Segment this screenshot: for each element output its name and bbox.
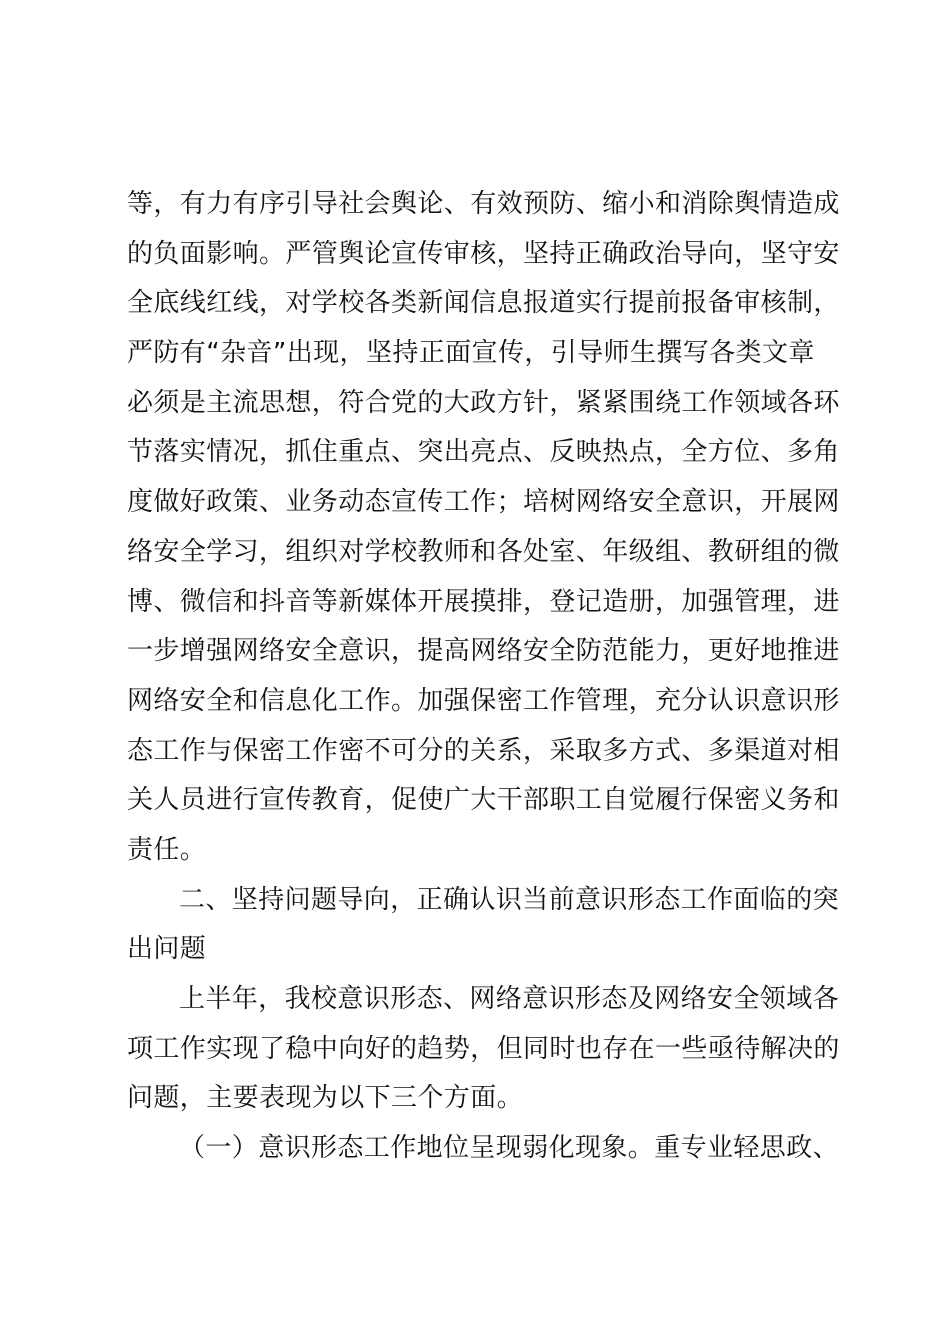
heading-line: 出问题: [127, 934, 207, 965]
heading-line: 二、坚持问题导向，正确认识当前意识形态工作面临的突: [179, 884, 840, 915]
paragraph-continuation: [127, 180, 840, 876]
text-line: （一）意识形态工作地位呈现弱化现象。重专业轻思政、: [179, 1133, 840, 1164]
text-line: 网络安全和信息化工作。加强保密工作管理，充分认识意识形: [127, 685, 840, 716]
text-line: 问题，主要表现为以下三个方面。: [127, 1083, 524, 1114]
text-line: 上半年，我校意识形态、网络意识形态及网络安全领域各: [179, 984, 840, 1014]
text-line: 节落实情况，抓住重点、突出亮点、反映热点，全方位、多角: [127, 437, 840, 468]
text-line: 严防有“杂音”出现，坚持正面宣传，引导师生撰写各类文章: [127, 338, 815, 369]
text-line: 必须是主流思想，符合党的大政方针，紧紧围绕工作领域各环: [127, 387, 840, 418]
text-line: 态工作与保密工作密不可分的关系，采取多方式、多渠道对相: [127, 735, 840, 766]
text-line: 的负面影响。严管舆论宣传审核，坚持正确政治导向，坚守安: [127, 238, 840, 269]
text-line: 全底线红线，对学校各类新闻信息报道实行提前报备审核制，: [127, 288, 840, 319]
text-line: 等，有力有序引导社会舆论、有效预防、缩小和消除舆情造成: [127, 189, 840, 219]
text-line: 络安全学习，组织对学校教师和各处室、年级组、教研组的微: [127, 536, 840, 567]
paragraph-first-half-year: [127, 975, 840, 1124]
text-line: 项工作实现了稳中向好的趋势，但同时也存在一些亟待解决的: [127, 1033, 840, 1064]
section-heading-two: [127, 876, 840, 975]
text-line: 博、微信和抖音等新媒体开展摸排，登记造册，加强管理，进: [127, 586, 840, 617]
text-line: 关人员进行宣传教育，促使广大干部职工自觉履行保密义务和: [127, 785, 840, 816]
text-line: 责任。: [127, 834, 207, 865]
text-line: 度做好政策、业务动态宣传工作；培树网络安全意识，开展网: [127, 487, 840, 518]
body-text: [127, 180, 840, 1174]
paragraph-point-one: [127, 1124, 840, 1174]
text-line: 一步增强网络安全意识，提高网络安全防范能力，更好地推进: [127, 636, 840, 667]
